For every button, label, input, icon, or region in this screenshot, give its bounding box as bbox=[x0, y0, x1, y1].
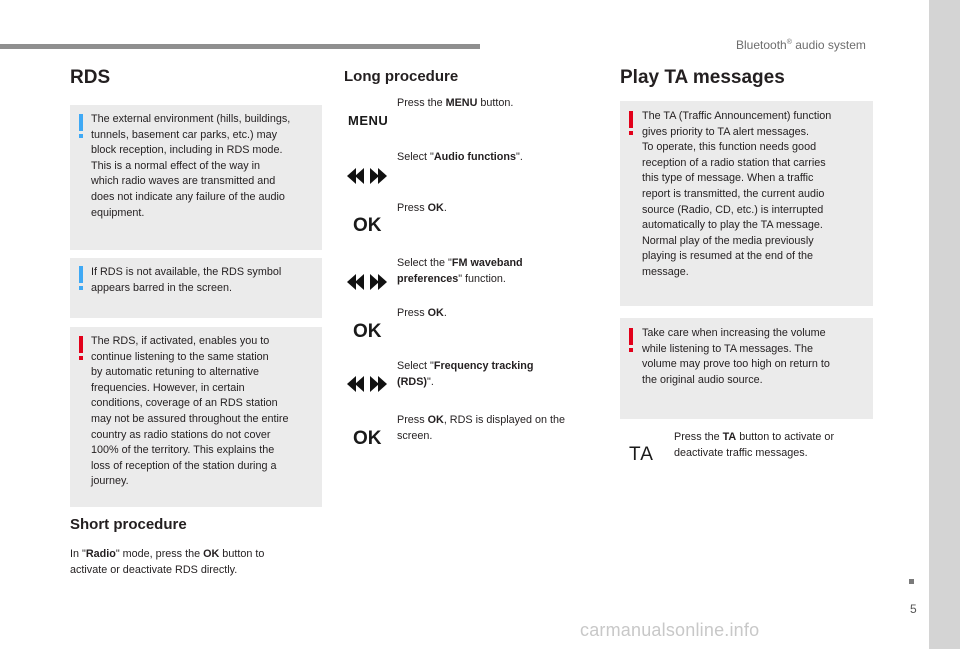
left-right-arrows-icon bbox=[347, 273, 387, 291]
left-right-arrows-icon bbox=[347, 375, 387, 393]
warning-icon bbox=[79, 336, 83, 353]
rds-info-note-2-text: If RDS is not available, the RDS symbol appears barred in the screen. bbox=[91, 266, 282, 294]
long-step-3: Press OK. bbox=[397, 202, 447, 214]
ta-button-icon: TA bbox=[629, 444, 654, 465]
warning-icon bbox=[629, 328, 633, 345]
ta-step: Press the TA button to activate or deactivate traffic messages. bbox=[674, 431, 835, 459]
ta-warning-note-1-text: The TA (Traffic Announcement) function gives priority to TA alert messages. To operate, this function needs good reception of a radio station that carries this type of message. When a traffic report is transmitted, the current audio source (Radio, CD, etc.) is interrupted automatically to play the TA message. Normal play of the media previously playing is resumed at the end of the message. bbox=[642, 110, 832, 278]
rds-title: RDS bbox=[70, 67, 111, 88]
info-icon bbox=[79, 114, 83, 131]
rds-info-note-1-text: The external environment (hills, buildings, tunnels, basement car parks, etc.) may block reception, including in RDS mode. This is a normal effect of the way in which radio waves are transmitted and does not indicate any failure of the audio equipment. bbox=[91, 113, 291, 219]
info-icon bbox=[79, 266, 83, 283]
long-step-4: Select the "FM waveband preferences" function. bbox=[397, 257, 523, 285]
long-step-5: Press OK. bbox=[397, 307, 447, 319]
long-procedure-title: Long procedure bbox=[344, 68, 459, 85]
header-rule bbox=[0, 44, 480, 49]
watermark: carmanualsonline.info bbox=[580, 620, 760, 640]
page-number: 5 bbox=[910, 602, 917, 616]
long-step-7: Press OK, RDS is displayed on the screen. bbox=[397, 414, 566, 442]
rds-warning-note-text: The RDS, if activated, enables you to continue listening to the same station by automatic retuning to alternative frequencies. However, in certain conditions, coverage of an RDS station may not be assured throughout the entire country as radio stations do not cover 100% of the territory. This explains the loss of reception of the station during a journey. bbox=[91, 335, 289, 488]
ta-warning-note-2-text: Take care when increasing the volume while listening to TA messages. The volume may prove too high on return to the original audio source. bbox=[642, 327, 830, 386]
page-continue-marker bbox=[909, 579, 914, 584]
short-procedure-title: Short procedure bbox=[70, 516, 187, 533]
long-step-6: Select "Frequency tracking (RDS)". bbox=[397, 360, 534, 388]
ta-title: Play TA messages bbox=[620, 67, 785, 88]
page-side-tab bbox=[929, 0, 960, 649]
long-step-2: Select "Audio functions". bbox=[397, 151, 523, 163]
header-title: Bluetooth® audio system bbox=[736, 38, 866, 52]
warning-icon bbox=[629, 111, 633, 128]
ok-button-icon: OK bbox=[353, 428, 382, 449]
ok-button-icon: OK bbox=[353, 215, 382, 236]
ok-button-icon: OK bbox=[353, 321, 382, 342]
long-step-1: Press the MENU button. bbox=[397, 97, 514, 109]
left-right-arrows-icon bbox=[347, 167, 387, 185]
short-procedure-text: In "Radio" mode, press the OK button to activate or deactivate RDS directly. bbox=[70, 548, 265, 576]
menu-button-icon: MENU bbox=[348, 113, 389, 128]
